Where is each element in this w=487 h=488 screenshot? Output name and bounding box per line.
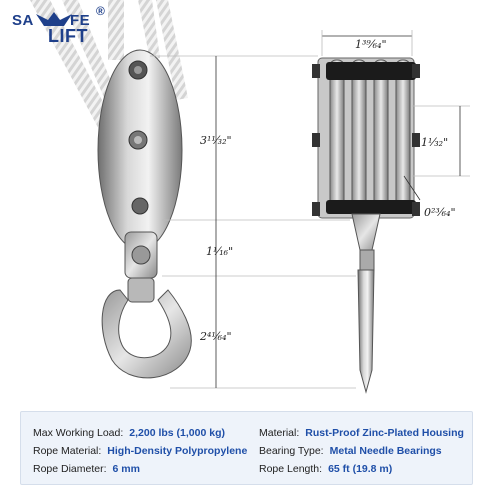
spec-label: Bearing Type:	[259, 445, 324, 457]
brand-logo	[8, 4, 118, 48]
spec-value: 2,200 lbs (1,000 kg)	[129, 427, 225, 439]
spec-rope-diameter	[33, 463, 140, 475]
spec-label: Material:	[259, 427, 300, 439]
spec-max-load	[33, 427, 225, 439]
spec-bearing	[259, 445, 442, 457]
dimension-width-top: 1³⁹⁄₆₄"	[355, 38, 387, 51]
dimension-side-plate: 0²³⁄₆₄"	[424, 206, 456, 219]
dimension-hook: 2⁴¹⁄₆₄"	[200, 330, 232, 343]
spec-panel	[20, 411, 473, 485]
spec-label: Rope Diameter:	[33, 463, 107, 475]
spec-material	[259, 427, 464, 439]
brand-sa: SA	[12, 12, 34, 29]
brand-fe: FE	[70, 12, 91, 29]
dimension-lines	[150, 30, 470, 388]
dimension-block-height: 3¹¹⁄₃₂"	[200, 134, 232, 147]
registered-mark: ®	[96, 4, 106, 18]
brand-lift: LIFT	[48, 26, 88, 46]
spec-value: High-Density Polypropylene	[107, 445, 248, 457]
dimension-sheave-gap: 1¹⁄₃₂"	[421, 136, 449, 149]
spec-value: Metal Needle Bearings	[329, 445, 442, 457]
spec-label: Rope Material:	[33, 445, 102, 457]
spec-label: Rope Length:	[259, 463, 323, 475]
pulley-front-view	[312, 58, 420, 392]
spec-value: Rust-Proof Zinc-Plated Housing	[305, 427, 464, 439]
spec-rope-length	[259, 463, 392, 475]
spec-rope-material	[33, 445, 247, 457]
spec-label: Max Working Load:	[33, 427, 124, 439]
spec-value: 6 mm	[112, 463, 140, 475]
dimension-swivel: 1¹⁄₁₆"	[206, 245, 234, 258]
spec-value: 65 ft (19.8 m)	[328, 463, 393, 475]
